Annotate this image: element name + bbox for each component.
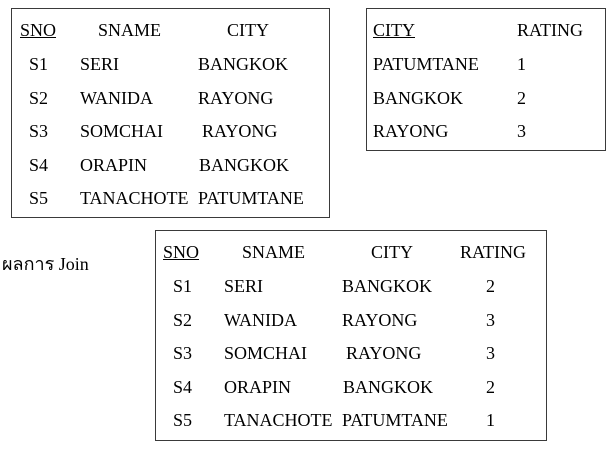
join-row-2-sno: S2 — [173, 310, 193, 330]
join-row-1-city: BANGKOK — [342, 276, 432, 296]
join-row-4-rating: 2 — [486, 377, 495, 397]
suppliers-row-5-sname: TANACHOTE — [80, 188, 189, 208]
ratings-row-2-city: BANGKOK — [373, 88, 463, 108]
join-row-1-sname: SERI — [224, 276, 264, 296]
suppliers-row-2-city: RAYONG — [198, 88, 274, 108]
suppliers-row-5-city: PATUMTANE — [198, 188, 304, 208]
suppliers-header-sno: SNO — [20, 20, 57, 40]
ratings-header-rating: RATING — [517, 20, 583, 40]
ratings-row-2-rating: 2 — [517, 88, 526, 108]
suppliers-header-city: CITY — [227, 20, 269, 40]
ratings-row-3-city: RAYONG — [373, 121, 449, 141]
join-row-2-city: RAYONG — [342, 310, 418, 330]
suppliers-row-1-city: BANGKOK — [198, 54, 288, 74]
join-row-4-city: BANGKOK — [343, 377, 433, 397]
suppliers-table — [11, 8, 330, 218]
join-result-table — [155, 230, 547, 441]
suppliers-row-2-sname: WANIDA — [80, 88, 153, 108]
join-caption: ผลการ Join — [2, 254, 89, 274]
suppliers-row-1-sname: SERI — [80, 54, 120, 74]
join-row-2-rating: 3 — [486, 310, 495, 330]
suppliers-row-2-sno: S2 — [29, 88, 49, 108]
join-header-sname: SNAME — [242, 242, 306, 262]
suppliers-row-1-sno: S1 — [29, 54, 49, 74]
join-row-5-sno: S5 — [173, 410, 193, 430]
join-row-1-sno: S1 — [173, 276, 193, 296]
suppliers-row-4-city: BANGKOK — [199, 155, 289, 175]
join-row-3-rating: 3 — [486, 343, 495, 363]
join-header-rating: RATING — [460, 242, 526, 262]
join-row-2-sname: WANIDA — [224, 310, 297, 330]
join-header-city: CITY — [371, 242, 413, 262]
ratings-header-city: CITY — [373, 20, 415, 40]
ratings-row-1-rating: 1 — [517, 54, 526, 74]
join-row-4-sname: ORAPIN — [224, 377, 292, 397]
ratings-row-3-rating: 3 — [517, 121, 526, 141]
join-header-sno: SNO — [163, 242, 200, 262]
join-row-3-sname: SOMCHAI — [224, 343, 308, 363]
join-row-4-sno: S4 — [173, 377, 193, 397]
suppliers-row-5-sno: S5 — [29, 188, 49, 208]
suppliers-header-sname: SNAME — [98, 20, 162, 40]
join-row-5-city: PATUMTANE — [342, 410, 448, 430]
suppliers-row-3-city: RAYONG — [202, 121, 278, 141]
join-row-1-rating: 2 — [486, 276, 495, 296]
suppliers-row-4-sno: S4 — [29, 155, 49, 175]
join-row-5-rating: 1 — [486, 410, 495, 430]
join-row-3-city: RAYONG — [346, 343, 422, 363]
suppliers-row-3-sname: SOMCHAI — [80, 121, 164, 141]
ratings-table — [366, 8, 606, 151]
ratings-row-1-city: PATUMTANE — [373, 54, 479, 74]
suppliers-row-3-sno: S3 — [29, 121, 49, 141]
join-row-3-sno: S3 — [173, 343, 193, 363]
join-row-5-sname: TANACHOTE — [224, 410, 333, 430]
suppliers-row-4-sname: ORAPIN — [80, 155, 148, 175]
